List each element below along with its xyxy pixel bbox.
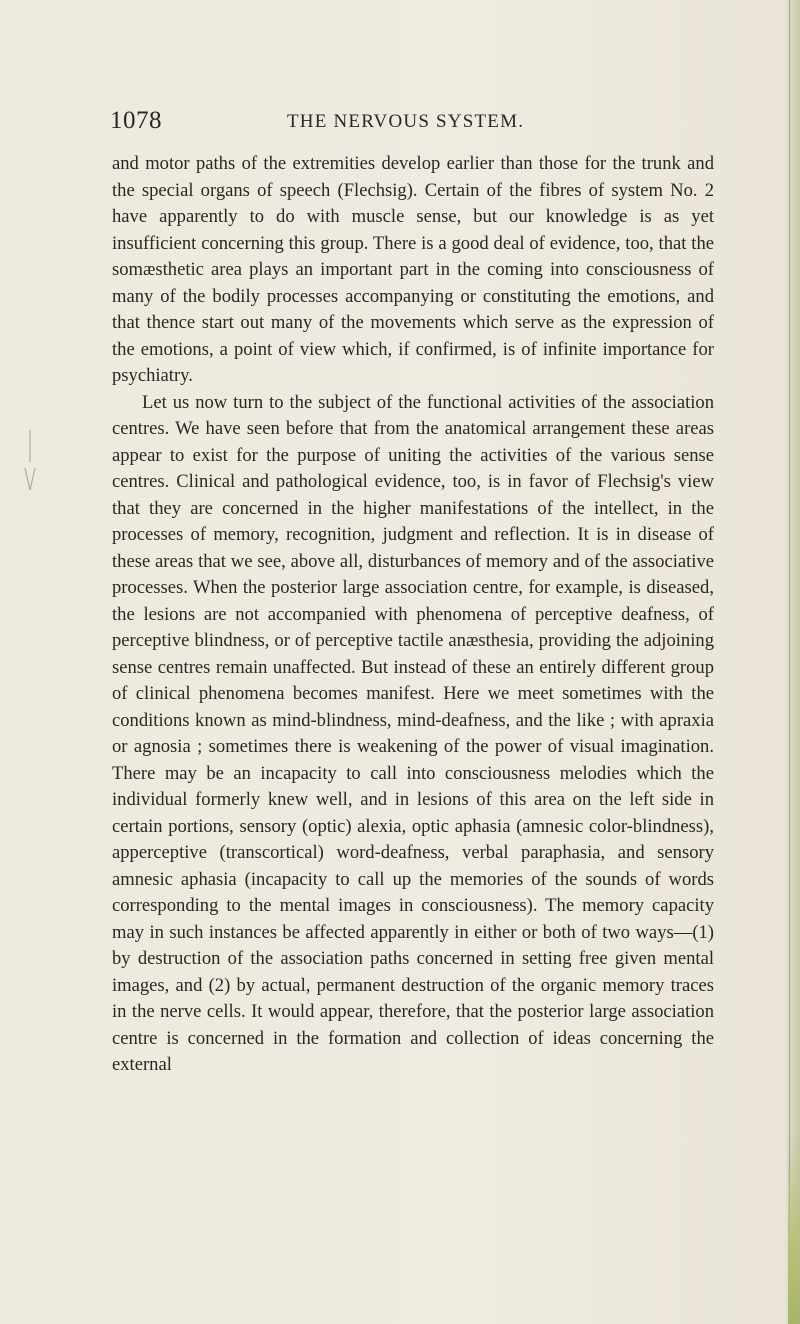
page-edge-line [789, 0, 790, 1324]
page-header [0, 107, 800, 137]
page-edge-stain [788, 1130, 800, 1324]
running-head: THE NERVOUS SYSTEM. [287, 111, 525, 132]
page-number: 1078 [110, 107, 162, 134]
body-text [112, 151, 714, 1079]
paragraph: Let us now turn to the subject of the functional activities of the association centres. We have seen before that from the anatomical arrangement these areas appear to exist for the purpose of uniting the activities of the various sense centres. Clinical and pathological evidence, too, is in favor of Flechsig's view that they are concerned in the higher manifestations of the intellect, in the processes of memory, recognition, judgment and reflection. It is in disease of these areas that we see, above all, disturbances of memory and of the associative processes. When the posterior large association centre, for example, is diseased, the lesions are not accompanied with phenomena of perceptive deafness, of perceptive blindness, or of perceptive tactile anæsthesia, providing the adjoining sense centres remain unaffected. But instead of these an entirely different group of clinical phenomena becomes manifest. Here we meet sometimes with the conditions known as mind-blindness, mind-deafness, and the like ; with apraxia or agnosia ; sometimes there is weakening of the power of visual imagination. There may be an incapacity to call into consciousness melodies which the individual formerly knew well, and in lesions of this area on the left side in certain portions, sensory (optic) alexia, optic aphasia (amnesic color-blindness), apperceptive (transcortical) word-deafness, verbal paraphasia, and sensory amnesic aphasia (incapacity to call up the memories of the sounds of words corresponding to the mental images in consciousness). The memory capacity may in such instances be affected apparently in either or both of two ways—(1) by destruction of the association paths concerned in setting free given mental images, and (2) by actual, permanent destruction of the organic memory traces in the nerve cells. It would appear, therefore, that the posterior large association centre is concerned in the formation and collection of ideas concerning the external [112, 391, 714, 1075]
margin-pencil-mark [22, 428, 38, 492]
paragraph: and motor paths of the extremities develop earlier than those for the trunk and the special organs of speech (Flechsig). Certain of the fibres of system No. 2 have apparently to do with muscle sense, but our knowledge is as yet insufficient concerning this group. There is a good deal of evidence, too, that the somæsthetic area plays an important part in the coming into consciousness of many of the bodily processes accompanying or constituting the emotions, and that thence start out many of the movements which serve as the expression of the emotions, a point of view which, if confirmed, is of infinite importance for psychiatry. [112, 153, 714, 386]
